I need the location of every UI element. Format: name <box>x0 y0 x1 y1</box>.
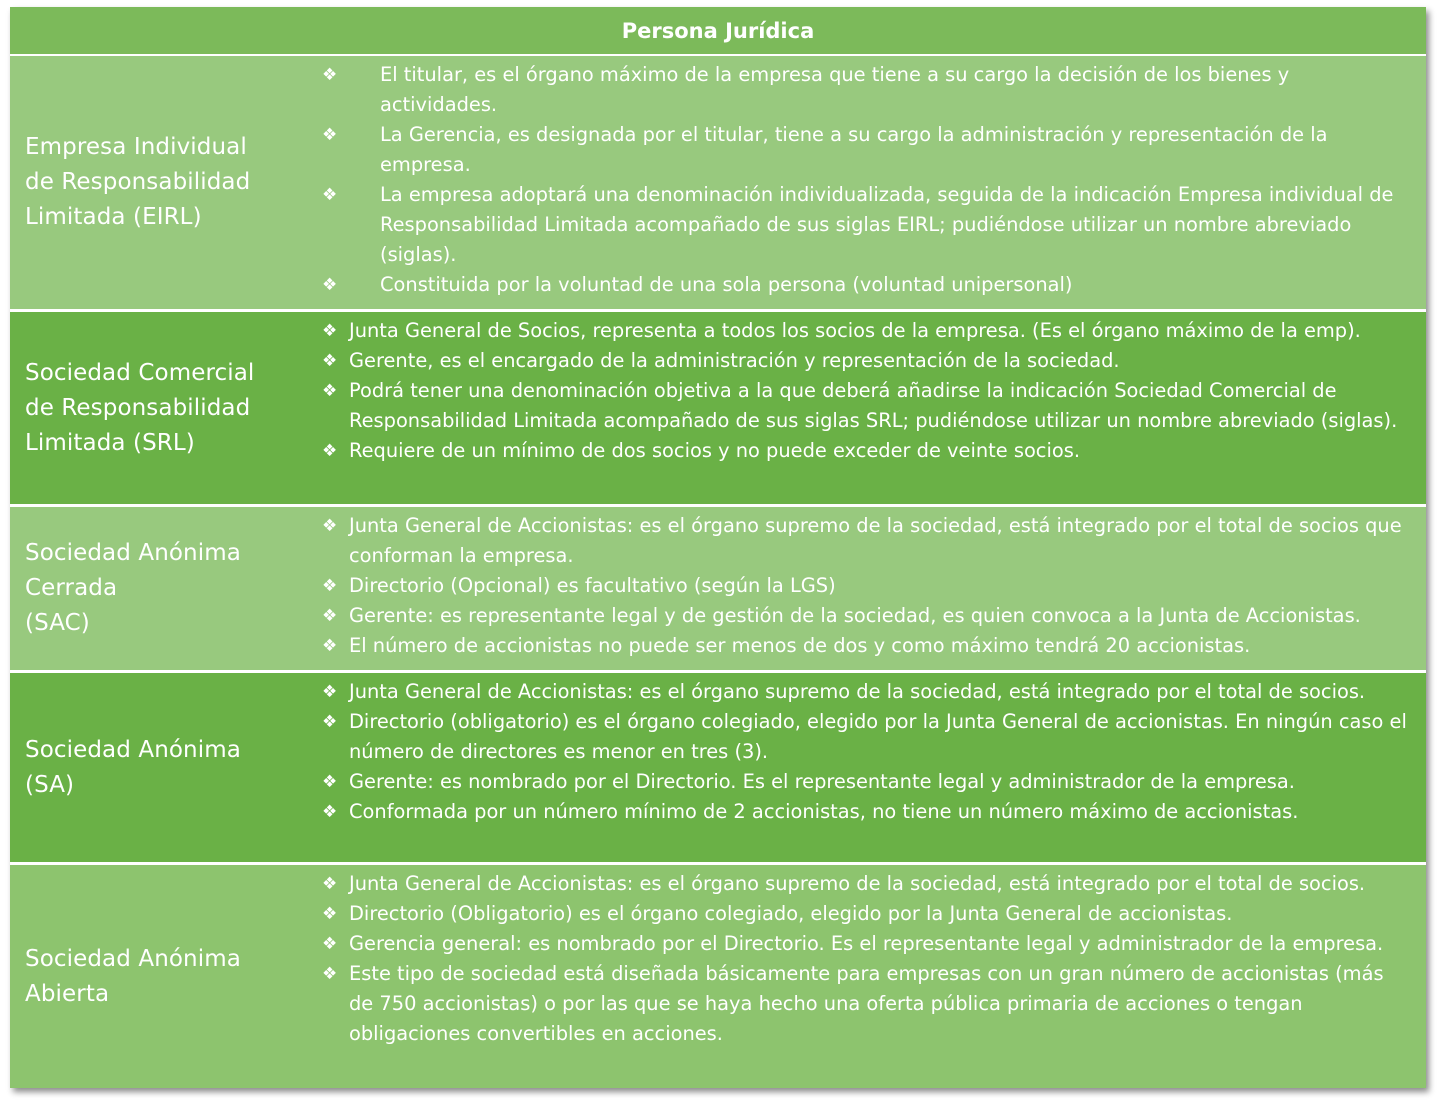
entity-name-line: Sociedad Anónima <box>25 540 241 566</box>
entity-description-cell <box>310 673 1426 862</box>
entity-name-line: Sociedad Anónima <box>25 945 241 972</box>
diamond-bullet-icon: ❖ <box>322 441 338 461</box>
diamond-bullet-icon: ❖ <box>322 772 338 792</box>
bullet-list <box>322 869 1410 1049</box>
diamond-bullet-icon: ❖ <box>322 606 338 626</box>
diamond-bullet-icon: ❖ <box>322 351 338 371</box>
bullet-item: ❖ La empresa adoptará una denominación individualizada, seguida de la indicación Empresa individual de Responsabilidad Limitada acompañado de sus siglas EIRL; pudiéndose utilizar un nombre abreviado (siglas). <box>322 180 1410 270</box>
bullet-list <box>322 677 1410 827</box>
diamond-bullet-icon: ❖ <box>322 934 338 954</box>
bullet-item: ❖ Gerente: es nombrado por el Directorio. Es el representante legal y administrador de la empresa. <box>322 767 1410 797</box>
bullet-item: ❖ El titular, es el órgano máximo de la empresa que tiene a su cargo la decisión de los bienes y actividades. <box>322 60 1410 120</box>
bullet-item: ❖ La Gerencia, es designada por el titular, tiene a su cargo la administración y representación de la empresa. <box>322 120 1410 180</box>
bullet-list <box>322 316 1410 466</box>
entity-name-line: Limitada (EIRL) <box>25 204 202 230</box>
bullet-item: ❖ Junta General de Accionistas: es el órgano supremo de la sociedad, está integrado por el total de socios que conforman la empresa. <box>322 511 1410 571</box>
diamond-bullet-icon: ❖ <box>322 381 338 401</box>
entity-name-line: Cerrada <box>25 575 118 601</box>
bullet-item: ❖ Conformada por un número mínimo de 2 accionistas, no tiene un número máximo de accionistas. <box>322 797 1410 827</box>
bullet-item: ❖ Directorio (Opcional) es facultativo (según la LGS) <box>322 571 1410 601</box>
table-row-sa <box>10 673 1426 865</box>
entity-name-line: Empresa Individual <box>25 134 247 160</box>
bullet-item: ❖ Este tipo de sociedad está diseñada básicamente para empresas con un gran número de accionistas (más de 750 accionistas) o por las que se haya hecho una oferta pública primaria de acciones o tengan obligaciones convertibles en acciones. <box>322 959 1410 1049</box>
bullet-item: ❖ Directorio (obligatorio) es el órgano colegiado, elegido por la Junta General de accionistas. En ningún caso el número de directores es menor en tres (3). <box>322 707 1410 767</box>
entity-name-line: Abierta <box>25 980 110 1007</box>
entity-description-cell <box>310 507 1426 670</box>
diamond-bullet-icon: ❖ <box>322 682 338 702</box>
persona-juridica-table <box>10 7 1426 1088</box>
diamond-bullet-icon: ❖ <box>322 904 338 924</box>
bullet-item: ❖ Gerente, es el encargado de la administración y representación de la sociedad. <box>322 346 1410 376</box>
entity-type-cell <box>10 312 310 504</box>
entity-name-line: Limitada (SRL) <box>25 429 195 456</box>
entity-type-cell <box>10 507 310 670</box>
diamond-bullet-icon: ❖ <box>322 516 338 536</box>
bullet-list <box>322 511 1410 661</box>
bullet-list <box>322 60 1410 300</box>
bullet-item: ❖ Gerencia general: es nombrado por el Directorio. Es el representante legal y administrador de la empresa. <box>322 929 1410 959</box>
entity-name-line: Sociedad Anónima <box>25 736 241 763</box>
diamond-bullet-icon: ❖ <box>322 964 338 984</box>
diamond-bullet-icon: ❖ <box>322 125 338 145</box>
bullet-item: ❖ Junta General de Socios, representa a todos los socios de la empresa. (Es el órgano máximo de la emp). <box>322 316 1410 346</box>
diamond-bullet-icon: ❖ <box>322 65 338 85</box>
entity-name-line: de Responsabilidad <box>25 394 251 421</box>
table-row-srl <box>10 312 1426 507</box>
bullet-item: ❖ Junta General de Accionistas: es el órgano supremo de la sociedad, está integrado por el total de socios. <box>322 869 1410 899</box>
bullet-item: ❖ El número de accionistas no puede ser menos de dos y como máximo tendrá 20 accionistas. <box>322 631 1410 661</box>
entity-type-cell <box>10 56 310 309</box>
entity-name-line: (SAC) <box>25 610 90 636</box>
entity-type-cell <box>10 673 310 862</box>
table-row-saa <box>10 865 1426 1088</box>
bullet-item: ❖ Constituida por la voluntad de una sola persona (voluntad unipersonal) <box>322 270 1410 300</box>
entity-name-line: (SA) <box>25 771 75 798</box>
table-header: Persona Jurídica <box>10 7 1426 56</box>
bullet-item: ❖ Junta General de Accionistas: es el órgano supremo de la sociedad, está integrado por el total de socios. <box>322 677 1410 707</box>
bullet-item: ❖ Gerente: es representante legal y de gestión de la sociedad, es quien convoca a la Junta de Accionistas. <box>322 601 1410 631</box>
diamond-bullet-icon: ❖ <box>322 185 338 205</box>
diamond-bullet-icon: ❖ <box>322 712 338 732</box>
entity-name-line: Sociedad Comercial <box>25 359 255 386</box>
entity-type-cell <box>10 865 310 1088</box>
diamond-bullet-icon: ❖ <box>322 275 338 295</box>
entity-description-cell <box>310 312 1426 504</box>
diamond-bullet-icon: ❖ <box>322 321 338 341</box>
table-row-sac <box>10 507 1426 673</box>
entity-description-cell <box>310 865 1426 1088</box>
entity-description-cell <box>310 56 1426 309</box>
diamond-bullet-icon: ❖ <box>322 874 338 894</box>
table-row-eirl <box>10 56 1426 312</box>
diamond-bullet-icon: ❖ <box>322 802 338 822</box>
diamond-bullet-icon: ❖ <box>322 576 338 596</box>
entity-name-line: de Responsabilidad <box>25 169 251 195</box>
bullet-item: ❖ Directorio (Obligatorio) es el órgano colegiado, elegido por la Junta General de accionistas. <box>322 899 1410 929</box>
bullet-item: ❖ Podrá tener una denominación objetiva a la que deberá añadirse la indicación Sociedad Comercial de Responsabilidad Limitada acompañado de sus siglas SRL; pudiéndose utilizar un nombre abreviado (siglas). <box>322 376 1410 436</box>
diamond-bullet-icon: ❖ <box>322 636 338 656</box>
bullet-item: ❖ Requiere de un mínimo de dos socios y no puede exceder de veinte socios. <box>322 436 1410 466</box>
